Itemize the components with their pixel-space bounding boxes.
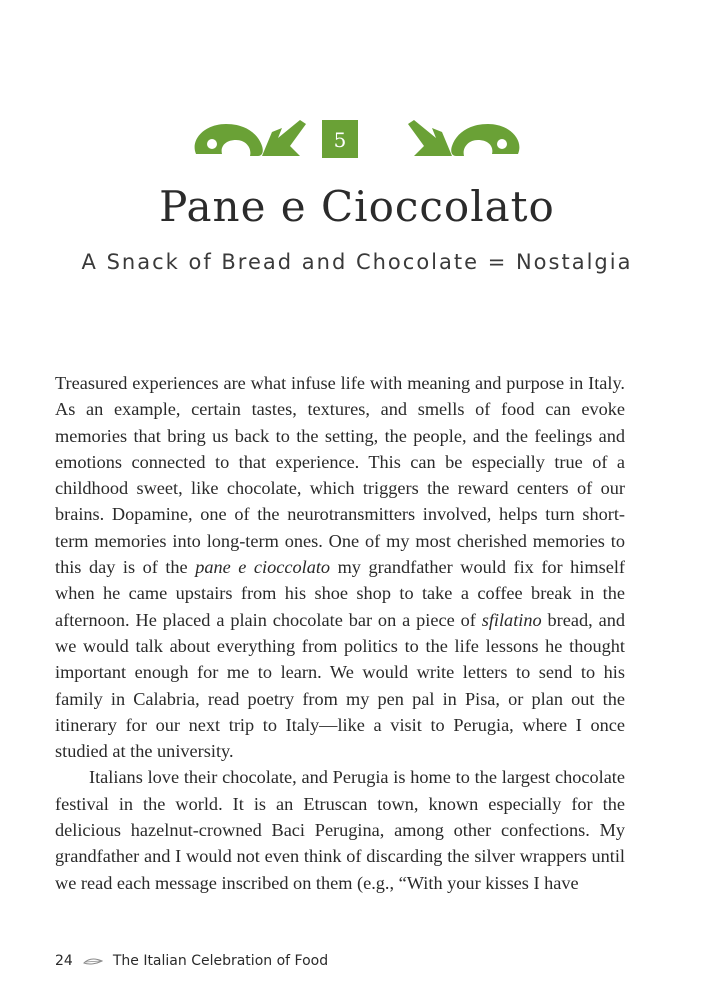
chapter-subtitle: A Snack of Bread and Chocolate = Nostalgia: [81, 250, 633, 274]
page-number: 24: [55, 953, 73, 969]
chapter-ornament: [0, 106, 714, 166]
paragraph-1-text: bread, and we would talk about everything from politics to the life lessons he thought important enough for me to learn. We would write letters to send to his family in Calabria, read poetry from my pen pal in Pisa, or plan out the itinerary for our next trip to Italy—like a visit to Perugia, where I once studied at the university.: [55, 609, 625, 762]
italic-word-sfilatino: sfilatino: [481, 609, 542, 630]
paragraph-2: Italians love their chocolate, and Perugia is home to the largest chocolate festival in the world. It is an Etruscan town, known especially for the delicious hazelnut-crowned Baci Perugina, among other confections. My grandfather and I would not even think of discarding the silver wrappers until we read each message inscribed on them (e.g., “With your kisses I have: [55, 767, 625, 893]
chapter-title: Pane e Cioccolato: [159, 182, 555, 231]
page-footer: [55, 950, 328, 972]
left-scroll-ornament: [195, 120, 306, 156]
italic-phrase-pane-e-cioccolato: pane e cioccolato: [195, 557, 331, 578]
paragraph-1-text: Treasured experiences are what infuse life with meaning and purpose in Italy. As an example, certain tastes, textures, and smells of food can evoke memories that bring us back to the setting, the people, and the feelings and emotions connected to that experience. This can be especially true of a childhood sweet, like chocolate, which triggers the reward centers of our brains. Dopamine, one of the neurotransmitters involved, helps turn short-term memories into long-term ones. One of my most cherished memories to this day is of the: [55, 373, 625, 578]
paragraph-1-text: my grandfather would fix for himself when he came upstairs from his shoe shop to take a coffee break in the afternoon. He placed a plain chocolate bar on a piece of: [55, 557, 625, 630]
paragraph-1: [55, 370, 625, 764]
body-text: [55, 370, 625, 896]
running-footer-title: The Italian Celebration of Food: [112, 953, 329, 969]
leaf-divider-icon: [83, 956, 103, 966]
right-scroll-ornament: [408, 120, 519, 156]
chapter-number: 5: [333, 128, 347, 152]
